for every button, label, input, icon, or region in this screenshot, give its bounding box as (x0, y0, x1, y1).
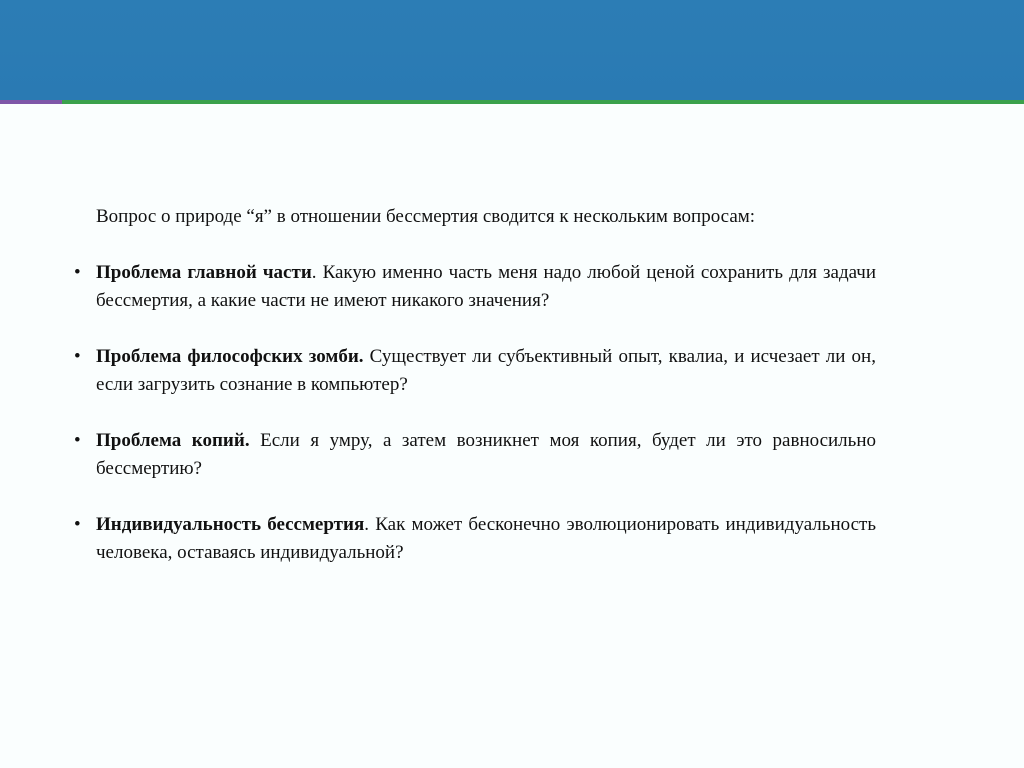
header-accent-mark (0, 100, 62, 104)
bullet-text: Существует ли субъективный опыт, квалиа, и исчезает ли он, если загрузить сознание в компьютер? (96, 346, 876, 395)
bullet-term: Проблема философских зомби. (96, 346, 364, 367)
bullet-dot: • (74, 514, 81, 535)
bullet-dot: • (74, 430, 81, 451)
bullet-text: . Как может бесконечно эволюционировать индивидуальность человека, оставаясь индивидуальной? (96, 514, 876, 563)
header-bar (0, 0, 1024, 100)
bullet-text: . Какую именно часть меня надо любой ценой сохранить для задачи бессмертия, а какие части не имеют никакого значения? (96, 262, 877, 311)
header-divider-line (0, 100, 1024, 104)
bullet-item (74, 427, 876, 483)
bullet-dot: • (74, 346, 81, 367)
bullet-dot: • (74, 262, 81, 283)
bullet-item (74, 511, 876, 567)
bullet-term: Проблема главной части (96, 262, 312, 283)
bullet-item (74, 259, 877, 315)
bullet-item (74, 343, 876, 399)
slide-content (74, 203, 877, 567)
bullet-term: Проблема копий. (96, 430, 250, 451)
bullet-text: Если я умру, а затем возникнет моя копия, будет ли это равносильно бессмертию? (96, 430, 876, 479)
bullet-term: Индивидуальность бессмертия (96, 514, 365, 535)
bullet-list (74, 259, 877, 567)
intro-text: Вопрос о природе “я” в отношении бессмертия сводится к нескольким вопросам: (96, 206, 756, 227)
